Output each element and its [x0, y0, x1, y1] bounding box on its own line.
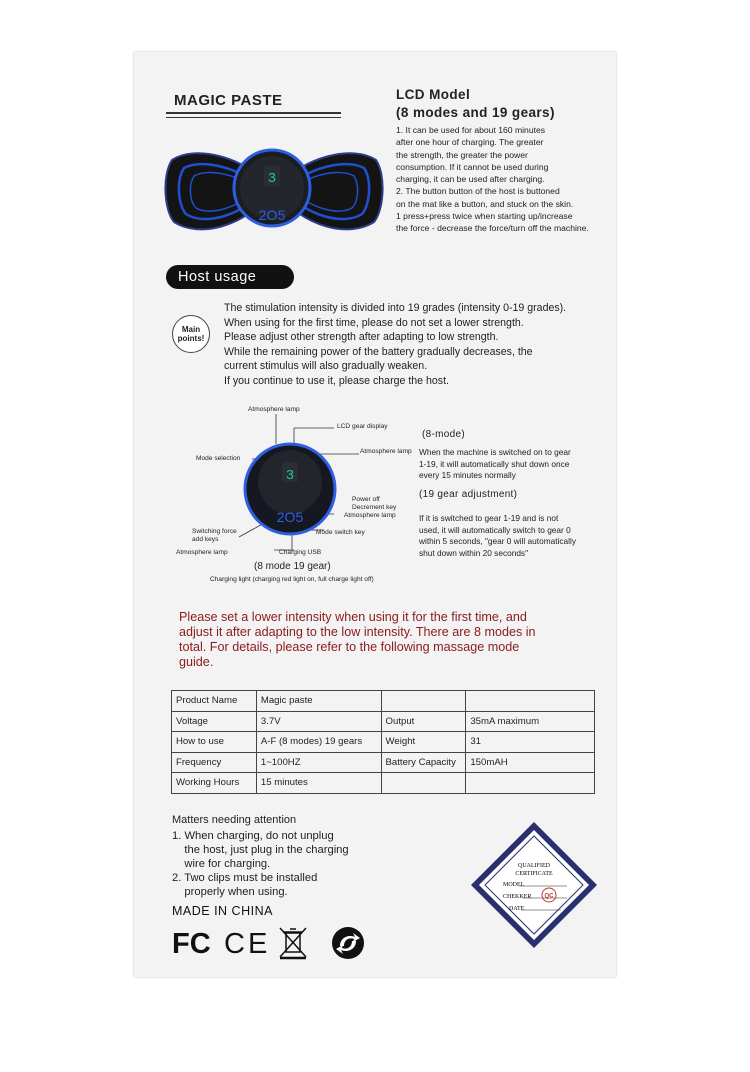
- lcd-line: the force - decrease the force/turn off the machine.: [396, 223, 589, 234]
- table-row: [172, 752, 595, 773]
- host-usage-text: [224, 301, 609, 388]
- fc-logo-icon: [172, 928, 211, 960]
- svg-text:2O5: 2O5: [258, 207, 286, 223]
- gear-19-line: If it is switched to gear 1-19 and is not: [419, 513, 559, 523]
- table-cell: [381, 773, 466, 794]
- svg-text:CHEKKER: CHEKKER: [503, 894, 532, 900]
- lcd-line: after one hour of charging. The greater: [396, 137, 544, 148]
- table-cell: 3.7V: [256, 711, 381, 732]
- table-cell: Voltage: [172, 711, 257, 732]
- brand-underline-thin: [166, 117, 341, 118]
- brand-underline: [166, 112, 341, 114]
- table-row: [172, 691, 595, 712]
- label-decrement-key: Decrement key: [352, 504, 397, 511]
- table-cell: Working Hours: [172, 773, 257, 794]
- label-add-keys: add keys: [192, 536, 219, 543]
- attention-line: properly when using.: [172, 886, 288, 898]
- table-row: [172, 773, 595, 794]
- qualified-certificate: [469, 820, 599, 950]
- svg-text:QC: QC: [544, 893, 554, 900]
- host-line: Please adjust other strength after adapting to low strength.: [224, 331, 499, 343]
- lcd-line: on the mat like a button, and stuck on the skin.: [396, 198, 574, 209]
- gear-19-text: [419, 513, 614, 559]
- table-cell: 35mA maximum: [466, 711, 595, 732]
- table-cell: [466, 691, 595, 712]
- svg-text:CERTIFICATE: CERTIFICATE: [515, 871, 553, 877]
- label-mode-selection: Mode selection: [196, 455, 241, 462]
- lcd-line: the strength, the greater the power: [396, 149, 528, 160]
- main-points-text: Main points!: [177, 325, 205, 343]
- svg-text:QUALIFIED: QUALIFIED: [518, 863, 550, 869]
- label-lcd-gear-display: LCD gear display: [337, 423, 388, 430]
- host-line: The stimulation intensity is divided into 19 grades (intensity 0-19 grades).: [224, 302, 567, 314]
- diagram-caption: (8 mode 19 gear): [254, 561, 331, 572]
- lcd-line: 2. The button button of the host is buttoned: [396, 186, 560, 197]
- label-charging-usb: Charging USB: [279, 549, 322, 556]
- host-usage-label: Host usage: [166, 265, 294, 289]
- table-cell: Magic paste: [256, 691, 381, 712]
- warning-line: guide.: [179, 655, 214, 669]
- attention-line: the host, just plug in the charging: [172, 844, 349, 856]
- table-row: [172, 711, 595, 732]
- lcd-title-line2: (8 modes and 19 gears): [396, 105, 555, 120]
- label-power-off: Power off: [352, 496, 380, 503]
- table-cell: Battery Capacity: [381, 752, 466, 773]
- weee-bin-icon: [280, 928, 306, 958]
- table-cell: Frequency: [172, 752, 257, 773]
- gear-19-line: used, it will automatically switch to gear 0: [419, 524, 571, 535]
- svg-text:MODEL: MODEL: [503, 882, 525, 888]
- svg-text:2O5: 2O5: [276, 509, 304, 525]
- attention-line: 2. Two clips must be installed: [172, 872, 318, 884]
- lcd-line: consumption. If it cannot be used during: [396, 161, 549, 172]
- brand-title: MAGIC PASTE: [174, 92, 283, 109]
- host-line: While the remaining power of the battery gradually decreases, the: [224, 345, 533, 358]
- table-cell: Product Name: [172, 691, 257, 712]
- lcd-line: 1. It can be used for about 160 minutes: [396, 125, 546, 135]
- first-use-warning: [179, 610, 599, 670]
- table-cell: [381, 691, 466, 712]
- table-cell: 31: [466, 732, 595, 753]
- attention-line: 1. When charging, do not unplug: [172, 830, 334, 842]
- spec-table: [171, 690, 595, 794]
- attention-title: Matters needing attention: [172, 814, 297, 826]
- host-line: current stimulus will also gradually weaken.: [224, 360, 428, 372]
- warning-line: total. For details, please refer to the following massage mode: [179, 640, 520, 654]
- gear-19-line: within 5 seconds, "gear 0 will automatically: [419, 536, 576, 546]
- host-line: When using for the first time, please do not set a lower strength.: [224, 316, 524, 329]
- gear-19-heading: (19 gear adjustment): [419, 489, 518, 500]
- label-atmosphere-lamp-right2: Atmosphere lamp: [344, 512, 396, 519]
- table-cell: How to use: [172, 732, 257, 753]
- table-cell: Output: [381, 711, 466, 732]
- lcd-model-heading: [396, 86, 555, 122]
- attention-line: wire for charging.: [172, 858, 271, 870]
- label-charging-light: Charging light (charging red light on, full charge light off): [210, 576, 374, 583]
- warning-line: Please set a lower intensity when using it for the first time, and: [179, 610, 527, 624]
- lcd-description: [396, 124, 606, 235]
- main-points-badge: [172, 315, 210, 353]
- label-atmosphere-lamp-left: Atmosphere lamp: [176, 549, 228, 556]
- label-atmosphere-lamp-right: Atmosphere lamp: [360, 448, 412, 455]
- svg-text:DATE: DATE: [509, 906, 525, 912]
- lcd-line: charging, it can be used after charging.: [396, 174, 545, 185]
- lcd-line: 1 press+press twice when starting up/increase: [396, 211, 573, 222]
- svg-text:CE: CE: [224, 928, 271, 960]
- massager-device-image: [164, 140, 384, 240]
- ce-logo-icon: [224, 928, 270, 960]
- mode-8-heading: (8-mode): [422, 429, 465, 440]
- mode-8-line: When the machine is switched on to gear: [419, 447, 571, 457]
- package-back-panel: [134, 52, 616, 977]
- label-atmosphere-lamp-top: Atmosphere lamp: [248, 406, 300, 413]
- label-switching-force: Switching force: [192, 528, 237, 535]
- svg-text:FC: FC: [172, 928, 211, 960]
- mode-8-line: 1-19, it will automatically shut down once: [419, 458, 570, 469]
- table-row: [172, 732, 595, 753]
- table-cell: 15 minutes: [256, 773, 381, 794]
- recycle-logo-icon: [332, 927, 364, 959]
- table-cell: Weight: [381, 732, 466, 753]
- svg-text:3: 3: [267, 171, 277, 187]
- table-cell: 1~100HZ: [256, 752, 381, 773]
- host-line: If you continue to use it, please charge the host.: [224, 374, 449, 387]
- gear-19-line: shut down within 20 seconds": [419, 547, 529, 558]
- mode-8-text: [419, 447, 614, 482]
- lcd-display-digit: 3: [285, 468, 295, 484]
- certification-logos: [172, 924, 372, 960]
- lcd-title-line1: LCD Model: [396, 87, 471, 102]
- attention-text: [172, 829, 377, 899]
- label-mode-switch-key: Mode switch key: [316, 529, 365, 536]
- table-cell: 150mAH: [466, 752, 595, 773]
- warning-line: adjust it after adapting to the low intensity. There are 8 modes in: [179, 625, 536, 639]
- table-cell: [466, 773, 595, 794]
- mode-8-line: every 15 minutes normally: [419, 470, 516, 480]
- made-in-china: MADE IN CHINA: [172, 904, 273, 918]
- table-cell: A-F (8 modes) 19 gears: [256, 732, 381, 753]
